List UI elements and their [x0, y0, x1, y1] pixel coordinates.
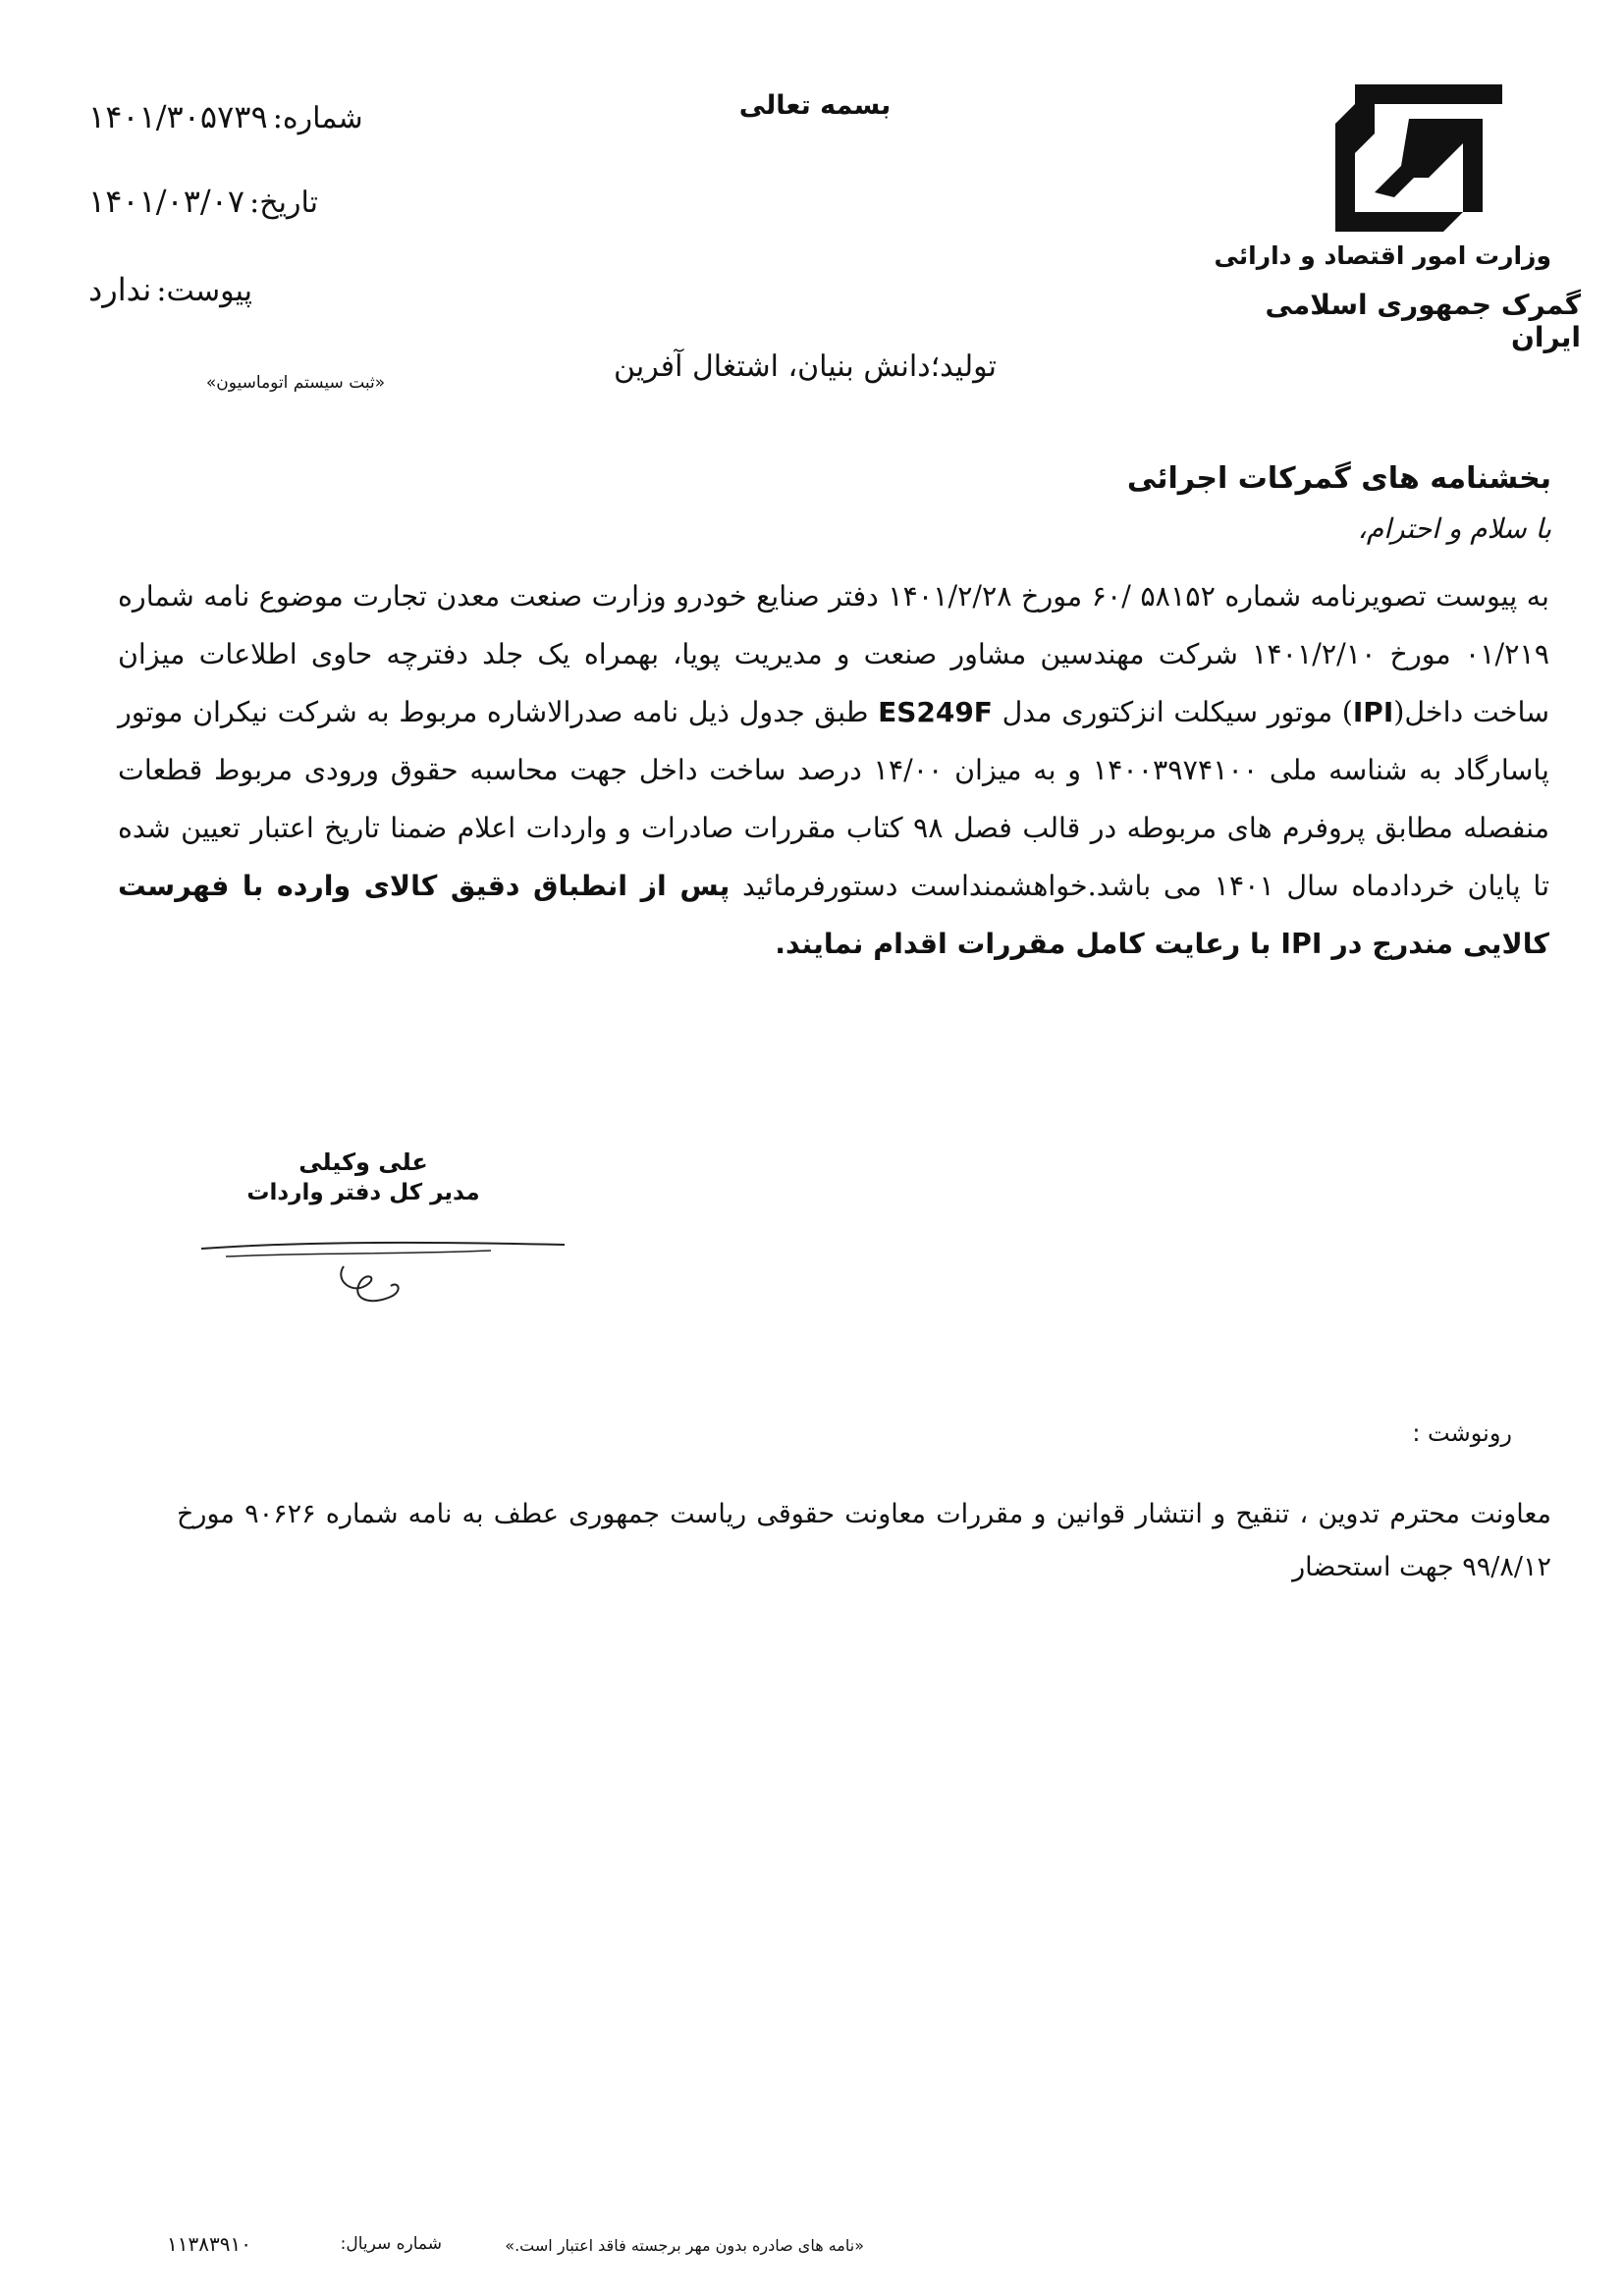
- signer-name: علی وکیلی: [298, 1148, 428, 1176]
- handwritten-signature: [196, 1227, 569, 1315]
- footer-note: «نامه های صادره بدون مهر برجسته فاقد اعتبار است.»: [505, 2236, 864, 2255]
- body-model: ES249F: [878, 696, 993, 728]
- basmala: بسمه تعالی: [738, 90, 892, 121]
- letter-attachment-label: پیوست:: [156, 274, 252, 308]
- letter-number: [88, 98, 403, 135]
- body-part-2: ) موتور سیکلت انزکتوری مدل: [992, 696, 1353, 728]
- letter-body: [118, 567, 1549, 973]
- letter-number-value: ۱۴۰۱/۳۰۵۷۳۹: [88, 98, 268, 135]
- letter-date-value: ۱۴۰۱/۰۳/۰۷: [88, 183, 245, 220]
- letter-attachment: [88, 271, 403, 308]
- cc-label: رونوشت :: [1412, 1419, 1512, 1447]
- ministry-name: وزارت امور اقتصاد و دارائی: [1214, 241, 1551, 270]
- letter-date-label: تاریخ:: [249, 186, 318, 220]
- organization-name: گمرک جمهوری اسلامی ایران: [1265, 289, 1581, 353]
- circular-title: بخشنامه های گمرکات اجرائی: [1126, 461, 1551, 496]
- cc-recipient: معاونت محترم تدوین ، تنقیح و انتشار قوانین و مقررات معاونت حقوقی ریاست جمهوری عطف به نامه شماره ۹۰۶۲۶ مورخ ۹۹/۸/۱۲ جهت استحضار: [177, 1499, 1551, 1582]
- body-ipi: IPI: [1352, 696, 1394, 728]
- automation-note: «ثبت سیستم اتوماسیون»: [205, 373, 386, 393]
- body-part-1: به پیوست تصویرنامه شماره ۵۸۱۵۲ /۶۰ مورخ ۱۴۰۱/۲/۲۸ دفتر صنایع خودرو وزارت صنعت معدن تجارت موضوع نامه شماره ۰۱/۲۱۹ مورخ ۱۴۰۱/۲/۱۰ شرکت مهندسین مشاور صنعت و مدیریت پویا، بهمراه یک جلد دفترچه حاوی اطلاعات میزان ساخت داخل(: [118, 580, 1550, 728]
- signer-title: مدیر کل دفتر واردات: [246, 1180, 480, 1205]
- letter-number-label: شماره:: [272, 101, 363, 135]
- serial-number-label: شماره سریال:: [340, 2234, 442, 2254]
- body-emphasis: پس از انطباق دقیق کالای وارده با فهرست کالایی مندرج در IPI با رعایت کامل مقررات اقدام نمایند.: [118, 870, 1549, 960]
- letter-date: [88, 183, 403, 220]
- greeting: با سلام و احترام،: [1357, 512, 1551, 545]
- letter-attachment-value: ندارد: [88, 271, 152, 308]
- body-part-3: طبق جدول ذیل نامه صدرالاشاره مربوط به شرکت نیکران موتور پاسارگاد به شناسه ملی ۱۴۰۰۳۹۷۴۱۰۰ و به میزان ۱۴/۰۰ درصد ساخت داخل جهت محاسبه حقوق ورودی مربوط قطعات منفصله مطابق پروفرم های مربوطه در قالب فصل ۹۸ کتاب مقررات صادرات و واردات اعلام ضمنا تاریخ اعتبار تعیین شده تا پایان خردادماه سال ۱۴۰۱ می باشد.خواهشمنداست دستورفرمائید: [118, 696, 1549, 902]
- customs-emblem-icon: [1335, 84, 1502, 232]
- slogan: تولید؛دانش بنیان، اشتغال آفرین: [614, 349, 997, 384]
- serial-number-value: ۱۱۳۸۳۹۱۰: [167, 2232, 251, 2256]
